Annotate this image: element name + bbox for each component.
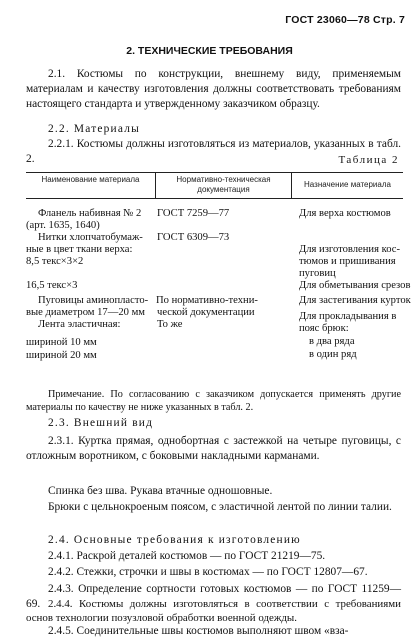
paragraph-2-3-heading: 2.3. Внешний вид xyxy=(48,417,154,429)
paragraph-2-3-1: 2.3.1. Куртка прямая, однобортная с застежкой на четыре пуговицы, с отложным воротником, с боковыми накладными карманами. xyxy=(26,435,401,462)
table-cell: Для изготовления кос- xyxy=(299,244,401,255)
table-cell: вые диаметром 17—20 мм xyxy=(26,307,145,318)
table-cell: пояс брюк: xyxy=(299,323,349,334)
paragraph-pants: Брюки с цельнокроеным поясом, с эластичной лентой по линии талии. xyxy=(48,501,392,513)
table-cell: Для прокладывания в xyxy=(299,311,397,322)
paragraph-2-4-2: 2.4.2. Стежки, строчки и швы в костюмах — по ГОСТ 12807—67. xyxy=(48,566,368,578)
table-cell: Нитки хлопчатобумаж- xyxy=(38,232,143,243)
table-cell: Для обметывания срезов xyxy=(299,280,411,291)
paragraph-2-4-3: 2.4.3. Определение сортности готовых костюмов — по ГОСТ 11259—69. xyxy=(26,583,401,610)
table-cell: (арт. 1635, 1640) xyxy=(26,220,100,231)
materials-table xyxy=(26,172,411,379)
paragraph-2-4-4: 2.4.4. Костюмы должны изготовляться в соответствии с требованиями основ технологии позузловой обработки военной одежды. xyxy=(26,598,401,624)
table-header-material: Наименование материала xyxy=(41,175,140,184)
table-top-rule xyxy=(26,172,403,173)
table-cell: шириной 20 мм xyxy=(26,350,97,361)
table-cell: Лента эластичная: xyxy=(38,319,121,330)
table-cell: ГОСТ 7259—77 xyxy=(157,208,230,219)
paragraph-2-4-heading: 2.4. Основные требования к изготовлению xyxy=(48,534,301,546)
table-header-documentation: Нормативно-техническая документация xyxy=(176,175,271,194)
table-cell: в один ряд xyxy=(309,349,357,360)
paragraph-2-2-heading: 2.2. Материалы xyxy=(48,123,140,135)
paragraph-2-4-5: 2.4.5. Соединительные швы костюмов выполняют швом «вза- xyxy=(48,625,349,637)
table-cell: Пуговицы аминопласто- xyxy=(38,295,149,306)
paragraph-2-4-1: 2.4.1. Раскрой деталей костюмов — по ГОСТ 21219—75. xyxy=(48,550,326,562)
table-cell: Для верха костюмов xyxy=(299,208,391,219)
table-cell: ческой документации xyxy=(157,307,255,318)
table-cell: То же xyxy=(157,319,183,330)
table-cell: тюмов и пришивания xyxy=(299,256,396,267)
section-title: 2. ТЕХНИЧЕСКИЕ ТРЕБОВАНИЯ xyxy=(126,45,293,57)
table-cell: По нормативно-техни- xyxy=(156,295,258,306)
table-cell: 8,5 текс×3×2 xyxy=(26,256,84,267)
paragraph-2-2-1: 2.2.1. Костюмы должны изготовляться из материалов, указанных в табл. 2. xyxy=(26,138,401,165)
paragraph-2-1: 2.1. Костюмы по конструкции, внешнему виду, применяемым материалам и качеству изготовления должны соответствовать требованиям настоящего стандарта и утвержденному заказчиком образцу. xyxy=(26,68,401,110)
paragraph-spine: Спинка без шва. Рукава втачные одношовные. xyxy=(48,485,273,497)
table-cell: пуговиц xyxy=(299,268,336,279)
table-cell: Для застегивания курток xyxy=(299,295,411,306)
table-header-rule xyxy=(26,198,403,199)
table-caption: Таблица 2 xyxy=(338,154,399,166)
table-cell: 16,5 текс×3 xyxy=(26,280,78,291)
table-note: Примечание. По согласованию с заказчиком допускается применять другие материалы по качеству не ниже указанных в табл. 2. xyxy=(26,389,401,413)
table-cell: в два ряда xyxy=(309,336,355,347)
table-cell: шириной 10 мм xyxy=(26,337,97,348)
table-cell: Фланель набивная № 2 xyxy=(38,208,142,219)
table-cell: ГОСТ 6309—73 xyxy=(157,232,230,243)
table-header-purpose: Назначение материала xyxy=(304,180,391,189)
table-cell: ные в цвет ткани верха: xyxy=(26,244,133,255)
standard-header: ГОСТ 23060—78 Стр. 7 xyxy=(285,14,405,26)
